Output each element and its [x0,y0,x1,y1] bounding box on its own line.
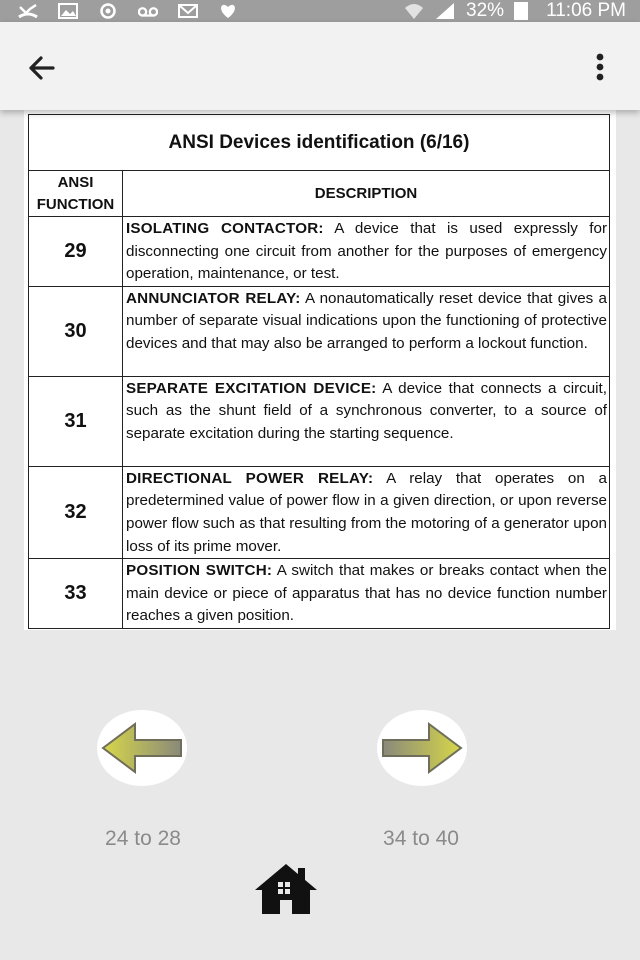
message-icon [218,3,238,19]
row-description [123,286,610,376]
sync-icon [98,3,118,19]
overflow-menu-button[interactable] [588,48,612,88]
header-function-line2: FUNCTION [36,195,115,213]
notification-icons [18,3,238,19]
row-description [123,376,610,466]
device-description: A nonautomatically reset device that gives a number of separate visual indications upon the functioning of protective devices and that may also be arranged to perform a lockout function. [126,289,607,352]
table-title: ANSI Devices identification (6/16) [29,115,610,171]
previous-page-button[interactable] [97,710,187,786]
table-title-row [29,115,610,171]
battery-icon [514,2,528,20]
header-ansi-function [29,171,123,217]
table-header-row [29,171,610,217]
system-indicators [404,0,626,22]
device-name: ANNUNCIATOR RELAY: [126,289,301,307]
table-row [29,217,610,287]
row-number: 30 [29,286,123,376]
table-row [29,286,610,376]
next-range-label[interactable]: 34 to 40 [383,827,459,850]
row-description [123,466,610,558]
next-page-button[interactable] [377,710,467,786]
device-name: POSITION SWITCH: [126,562,273,580]
arrow-left-icon [22,48,62,88]
row-number: 31 [29,376,123,466]
image-icon [58,3,78,19]
table-row [29,466,610,558]
status-bar [0,0,640,22]
mail-icon [178,3,198,19]
device-description: A device that connects a circuit, such as the shunt field of a synchronous converter, to a source of separate excitation during the starting sequence. [126,379,607,442]
back-button[interactable] [22,48,62,88]
device-name: DIRECTIONAL POWER RELAY: [126,469,374,487]
arrow-left-icon [97,710,187,786]
ansi-table-card [24,110,616,630]
signal-icon [434,2,456,20]
more-vert-icon [588,48,612,88]
battery-percent: 32% [466,0,505,21]
device-description: A relay that operates on a predetermined value of power flow in a given direction, or upon reverse power flow such as that resulting from the motoring of a generator upon loss of its prime mover. [126,469,608,555]
row-description [123,217,610,287]
missed-call-icon [18,3,38,19]
arrow-right-icon [377,710,467,786]
voicemail-icon [138,3,158,19]
row-number: 29 [29,217,123,287]
clock: 11:06 PM [546,0,626,21]
wifi-icon [404,2,424,20]
row-number: 33 [29,559,123,629]
table-row [29,559,610,629]
previous-range-label[interactable]: 24 to 28 [105,827,181,850]
device-description: A device that is used expressly for disconnecting one circuit from another for the purposes of emergency operation, maintenance, or test. [126,220,608,283]
app-bar [0,22,640,110]
row-description [123,559,610,629]
device-name: ISOLATING CONTACTOR: [126,220,324,237]
device-description: A switch that makes or breaks contact when the main device or piece of apparatus that has no device function number reaches a given position. [126,562,607,625]
device-name: SEPARATE EXCITATION DEVICE: [126,379,377,397]
table-row [29,376,610,466]
header-description: DESCRIPTION [123,171,610,217]
ansi-devices-table [28,114,610,629]
home-icon [253,862,319,916]
home-button[interactable] [253,862,319,916]
row-number: 32 [29,466,123,558]
header-function-line1: ANSI [57,173,94,191]
